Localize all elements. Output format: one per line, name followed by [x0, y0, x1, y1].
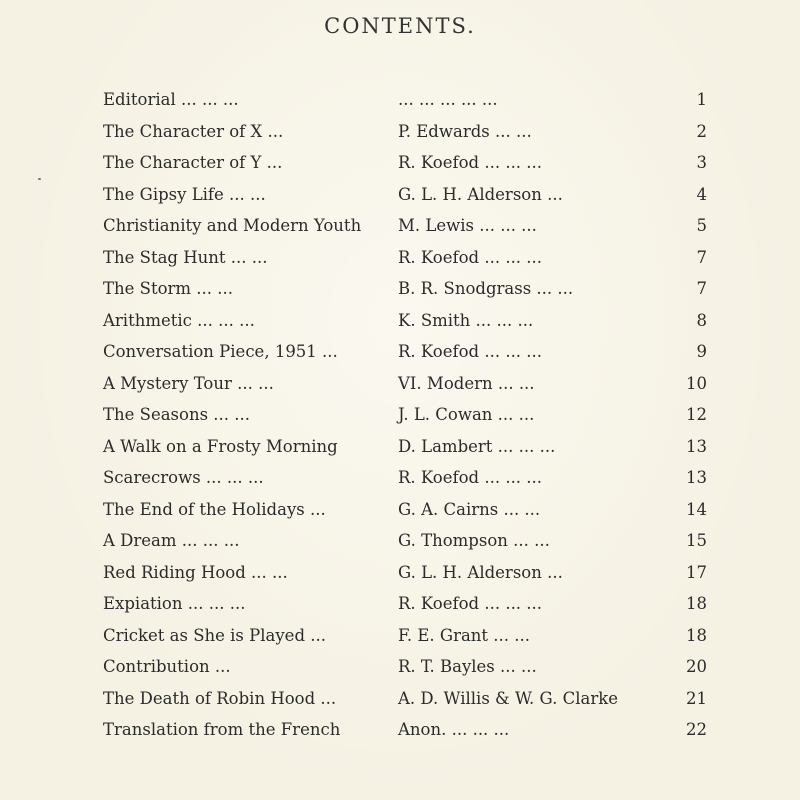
toc-entry-author: J. L. Cowan ... ... — [398, 405, 535, 424]
toc-entry-page-number: 3 — [696, 153, 707, 172]
toc-entry-author: P. Edwards ... ... — [398, 121, 532, 141]
toc-entry — [0, 651, 800, 683]
toc-entry-title: The Character of X ... — [103, 121, 284, 141]
toc-entry — [0, 368, 800, 400]
toc-entry-title: The Gipsy Life ... ... — [103, 184, 266, 204]
toc-entry-title: The Stag Hunt ... ... — [103, 247, 268, 267]
toc-entry-page-number: 2 — [696, 121, 707, 141]
toc-entry-page-number: 5 — [696, 216, 707, 235]
toc-entry — [0, 242, 800, 274]
toc-entry-author: M. Lewis ... ... ... — [398, 216, 537, 235]
toc-entry-title: The Storm ... ... — [103, 279, 234, 298]
toc-entry-page-number: 10 — [686, 373, 707, 393]
toc-entry-page-number: 22 — [686, 720, 707, 739]
toc-entry-title: A Dream ... ... ... — [103, 531, 240, 550]
toc-entry-author: F. E. Grant ... ... — [398, 625, 531, 645]
toc-entry-page-number: 9 — [696, 342, 707, 361]
toc-entry-title: Arithmetic ... ... ... — [103, 310, 255, 330]
toc-entry-author: A. D. Willis & W. G. Clarke — [398, 688, 618, 708]
toc-entry-title: The End of the Holidays ... — [103, 499, 326, 519]
toc-entry-author: VI. Modern ... ... — [398, 373, 535, 393]
toc-entry-title: Translation from the French — [103, 720, 341, 739]
toc-entry — [0, 273, 800, 305]
toc-entry-author: R. Koefod ... ... ... — [398, 594, 543, 613]
toc-entry-author: B. R. Snodgrass ... ... — [398, 279, 574, 298]
toc-entry-author: G. L. H. Alderson ... — [398, 562, 563, 582]
toc-entry-title: The Character of Y ... — [103, 153, 283, 172]
toc-entry-page-number: 20 — [686, 657, 707, 676]
toc-entry-page-number: 7 — [696, 247, 707, 267]
toc-entry — [0, 557, 800, 589]
toc-entry-author: G. Thompson ... ... — [398, 531, 550, 550]
toc-entry-page-number: 15 — [686, 531, 707, 550]
toc-entry-title: A Mystery Tour ... ... — [103, 373, 274, 393]
toc-entry-title: Conversation Piece, 1951 ... — [103, 342, 338, 361]
toc-entry — [0, 305, 800, 337]
toc-entry-author: Anon. ... ... ... — [398, 720, 510, 739]
toc-entry-title: Christianity and Modern Youth — [103, 216, 362, 235]
toc-entry — [0, 683, 800, 715]
toc-entry-page-number: 7 — [696, 279, 707, 298]
toc-entry — [0, 210, 800, 242]
toc-entry — [0, 147, 800, 179]
toc-entry — [0, 714, 800, 746]
toc-entry — [0, 494, 800, 526]
toc-entry-author: ... ... ... ... ... — [398, 90, 498, 109]
toc-entry-page-number: 21 — [686, 688, 707, 708]
toc-entry-title: The Death of Robin Hood ... — [103, 688, 337, 708]
toc-entry-title: Red Riding Hood ... ... — [103, 562, 288, 582]
toc-entry-page-number: 4 — [696, 184, 707, 204]
toc-entry-author: G. A. Cairns ... ... — [398, 499, 541, 519]
toc-entry-author: R. Koefod ... ... ... — [398, 468, 543, 487]
toc-entry-page-number: 18 — [686, 625, 707, 645]
toc-entry-title: Contribution ... — [103, 657, 231, 676]
toc-entry-page-number: 13 — [686, 468, 707, 487]
contents-heading: CONTENTS. — [324, 14, 476, 38]
table-of-contents — [0, 84, 800, 746]
toc-entry — [0, 462, 800, 494]
toc-entry-page-number: 1 — [696, 90, 707, 109]
toc-entry-title: Expiation ... ... ... — [103, 594, 246, 613]
toc-entry-title: Editorial ... ... ... — [103, 90, 239, 109]
toc-entry-page-number: 12 — [686, 405, 707, 424]
toc-entry — [0, 399, 800, 431]
toc-entry-author: R. Koefod ... ... ... — [398, 153, 543, 172]
toc-entry-title: Scarecrows ... ... ... — [103, 468, 264, 487]
toc-entry-author: K. Smith ... ... ... — [398, 310, 534, 330]
toc-entry-page-number: 14 — [686, 499, 707, 519]
toc-entry — [0, 179, 800, 211]
toc-entry-author: D. Lambert ... ... ... — [398, 436, 556, 456]
toc-entry-title: Cricket as She is Played ... — [103, 625, 326, 645]
toc-entry — [0, 116, 800, 148]
toc-entry — [0, 336, 800, 368]
toc-entry — [0, 588, 800, 620]
toc-entry-title: The Seasons ... ... — [103, 405, 251, 424]
toc-entry-page-number: 13 — [686, 436, 707, 456]
toc-entry-page-number: 18 — [686, 594, 707, 613]
toc-entry-author: R. Koefod ... ... ... — [398, 342, 543, 361]
toc-entry-author: R. Koefod ... ... ... — [398, 247, 543, 267]
toc-entry-title: A Walk on a Frosty Morning — [103, 436, 338, 456]
toc-entry — [0, 84, 800, 116]
toc-entry-page-number: 8 — [696, 310, 707, 330]
toc-entry-page-number: 17 — [686, 562, 707, 582]
toc-entry-author: R. T. Bayles ... ... — [398, 657, 537, 676]
toc-entry — [0, 525, 800, 557]
toc-entry — [0, 620, 800, 652]
toc-entry — [0, 431, 800, 463]
toc-entry-author: G. L. H. Alderson ... — [398, 184, 563, 204]
